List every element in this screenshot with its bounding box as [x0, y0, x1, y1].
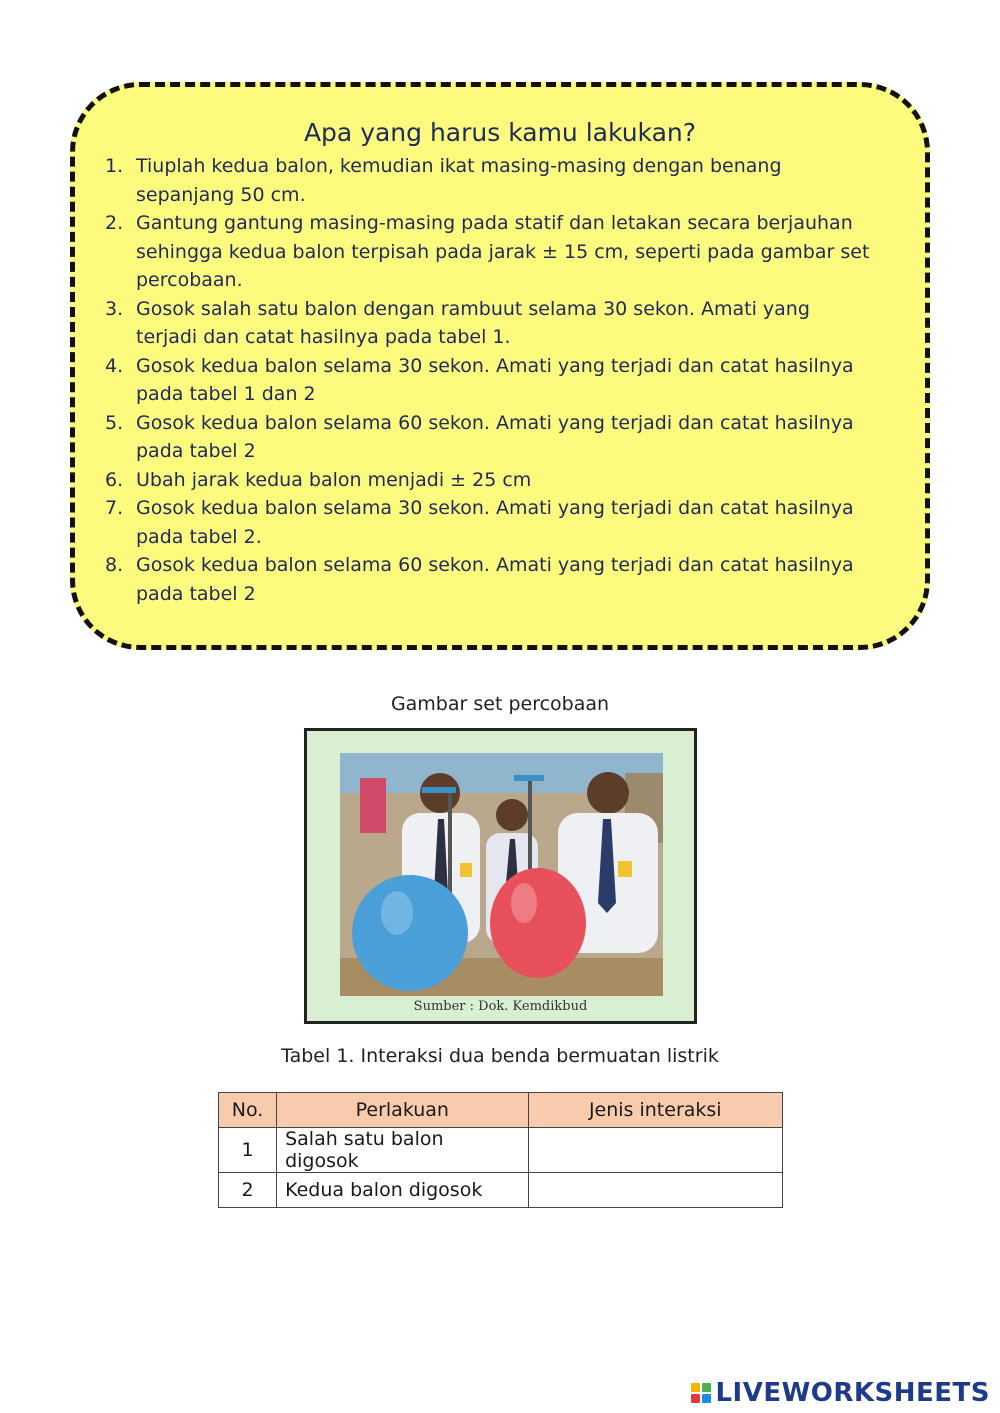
experiment-photo	[340, 753, 663, 996]
logo-square	[702, 1394, 711, 1403]
table-header-row	[219, 1093, 783, 1128]
experiment-photo-frame	[304, 728, 697, 1024]
step-text: Gosok kedua balon selama 60 sekon. Amati yang terjadi dan catat hasilnya pada tabel 2	[136, 411, 854, 462]
step-text: Gosok kedua balon selama 30 sekon. Amati yang terjadi dan catat hasilnya pada tabel 1 dan 2	[136, 354, 854, 405]
list-item	[105, 209, 875, 295]
list-item	[105, 295, 875, 352]
red-balloon	[490, 868, 586, 978]
step-number: 3.	[105, 297, 124, 320]
photo-source: Sumber : Dok. Kemdikbud	[413, 999, 588, 1014]
list-item	[105, 352, 875, 409]
liveworksheets-brand	[691, 1378, 990, 1408]
list-item	[105, 551, 875, 608]
logo-square	[691, 1394, 700, 1403]
step-text: Gosok kedua balon selama 30 sekon. Amati yang terjadi dan catat hasilnya pada tabel 2.	[136, 497, 854, 548]
table-row	[219, 1173, 783, 1208]
list-item	[105, 152, 875, 209]
step-number: 2.	[105, 212, 124, 234]
step-text: Gosok salah satu balon dengan rambuut selama 30 sekon. Amati yang terjadi dan catat hasilnya pada tabel 1.	[136, 297, 810, 348]
step-number: 6.	[105, 468, 124, 491]
figure-caption: Gambar set percobaan	[390, 693, 610, 715]
step-text: Tiuplah kedua balon, kemudian ikat masing-masing dengan benang sepanjang 50 cm.	[136, 155, 782, 206]
brand-name: LIVEWORKSHEETS	[715, 1378, 990, 1408]
cell-no: 2	[219, 1173, 277, 1208]
cell-no: 1	[219, 1128, 277, 1173]
list-item	[105, 494, 875, 551]
experiment-illustration	[340, 753, 663, 996]
table-caption: Tabel 1. Interaksi dua benda bermuatan listrik	[281, 1045, 719, 1067]
cell-perlakuan: Salah satu balon digosok	[277, 1128, 528, 1173]
header-no: No.	[219, 1093, 277, 1128]
table-row	[219, 1128, 783, 1173]
step-number: 4.	[105, 354, 124, 377]
step-number: 7.	[105, 497, 124, 519]
cell-jenis-interaksi-input[interactable]	[528, 1128, 782, 1173]
step-text: Ubah jarak kedua balon menjadi ± 25 cm	[136, 468, 532, 491]
step-text: Gantung gantung masing-masing pada statif dan letakan secara berjauhan sehingga kedua balon terpisah pada jarak ± 15 cm, seperti pada gambar set percobaan.	[136, 212, 870, 291]
logo-square	[691, 1383, 700, 1392]
interaction-table	[218, 1092, 783, 1208]
header-perlakuan: Perlakuan	[277, 1093, 528, 1128]
step-number: 5.	[105, 411, 124, 434]
cell-jenis-interaksi-input[interactable]	[528, 1173, 782, 1208]
header-jenis-interaksi: Jenis interaksi	[528, 1093, 782, 1128]
list-item	[105, 466, 875, 495]
step-text: Gosok kedua balon selama 60 sekon. Amati yang terjadi dan catat hasilnya pada tabel 2	[136, 554, 854, 605]
logo-square	[702, 1383, 711, 1392]
liveworksheets-logo-icon	[691, 1383, 711, 1403]
step-number: 8.	[105, 554, 124, 576]
blue-balloon	[352, 875, 468, 991]
instructions-title: Apa yang harus kamu lakukan?	[303, 118, 697, 147]
list-item	[105, 409, 875, 466]
step-number: 1.	[105, 155, 124, 177]
instructions-list	[105, 152, 875, 608]
cell-perlakuan: Kedua balon digosok	[277, 1173, 528, 1208]
